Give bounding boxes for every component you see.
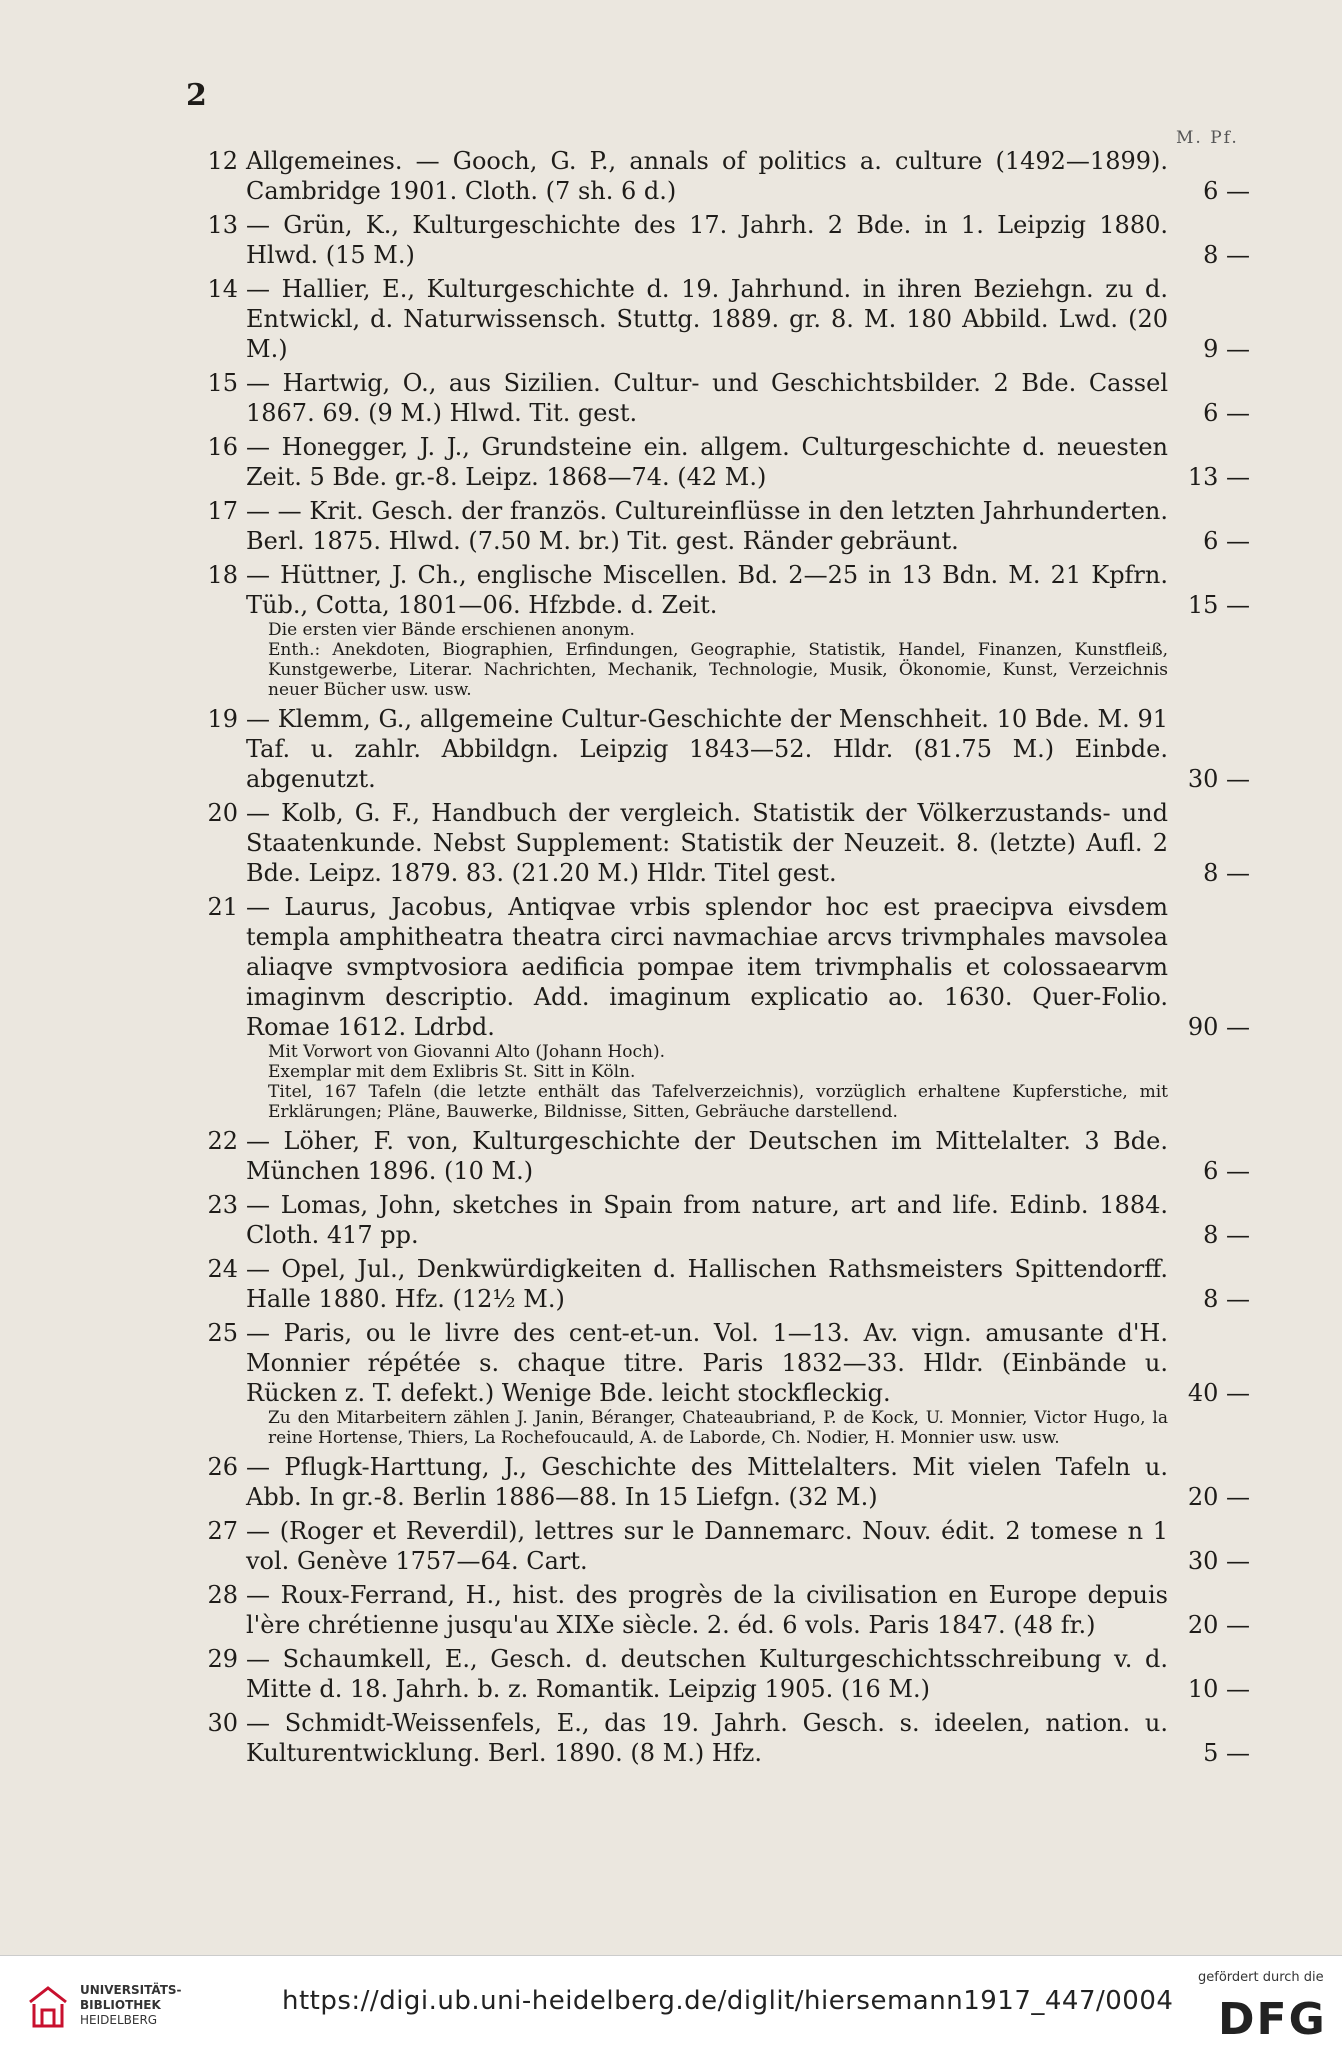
catalogue-entries bbox=[200, 146, 1260, 1772]
viewer-footer bbox=[0, 1955, 1342, 2056]
entry-price: 9 — bbox=[1203, 335, 1250, 363]
entry-note: Exemplar mit dem Exlibris St. Sitt in Köln. bbox=[268, 1062, 636, 1082]
library-name: UNIVERSITÄTS- BIBLIOTHEK HEIDELBERG bbox=[80, 1983, 182, 2027]
entry-text: — Hartwig, O., aus Sizilien. Cultur- und Geschichtsbilder. 2 Bde. Cassel 1867. 69. (9 M.) Hlwd. Tit. gest. bbox=[246, 369, 1168, 427]
entry-text: — (Roger et Reverdil), lettres sur le Dannemarc. Nouv. édit. 2 tomese n 1 vol. Genève 1757—64. Cart. bbox=[246, 1517, 1168, 1575]
entry-price: 90 — bbox=[1187, 1013, 1250, 1041]
catalogue-entry bbox=[200, 210, 1260, 270]
entry-number: 28 bbox=[207, 1581, 238, 1609]
catalogue-entry bbox=[200, 432, 1260, 492]
entry-number: 22 bbox=[207, 1127, 238, 1155]
entry-number: 20 bbox=[207, 799, 238, 827]
entry-text: — Schaumkell, E., Gesch. d. deutschen Kulturgeschichtsschreibung v. d. Mitte d. 18. Jahrh. b. z. Romantik. Leipzig 1905. (16 M.) bbox=[246, 1645, 1168, 1703]
entry-number: 13 bbox=[207, 211, 238, 239]
entry-text: — Pflugk-Harttung, J., Geschichte des Mittelalters. Mit vielen Tafeln u. Abb. In gr.-8. Berlin 1886—88. In 15 Liefgn. (32 M.) bbox=[246, 1453, 1168, 1511]
entry-text: Allgemeines. — Gooch, G. P., annals of politics a. culture (1492—1899). Cambridge 1901. Cloth. (7 sh. 6 d.) bbox=[246, 147, 1168, 205]
entry-text: — Grün, K., Kulturgeschichte des 17. Jahrh. 2 Bde. in 1. Leipzig 1880. Hlwd. (15 M.) bbox=[246, 211, 1168, 269]
entry-number: 27 bbox=[207, 1517, 238, 1545]
catalogue-entry bbox=[200, 892, 1260, 1122]
entry-text: — Löher, F. von, Kulturgeschichte der Deutschen im Mittelalter. 3 Bde. München 1896. (10 M.) bbox=[246, 1127, 1168, 1185]
entry-notes bbox=[268, 620, 1168, 700]
entry-number: 29 bbox=[207, 1645, 238, 1673]
ub-heidelberg-logo-icon bbox=[22, 1982, 72, 2034]
entry-number: 19 bbox=[207, 705, 238, 733]
catalogue-entry bbox=[200, 274, 1260, 364]
entry-number: 15 bbox=[207, 369, 238, 397]
entry-number: 21 bbox=[207, 893, 238, 921]
catalogue-entry bbox=[200, 1452, 1260, 1512]
catalogue-entry bbox=[200, 1580, 1260, 1640]
entry-note: Enth.: Anekdoten, Biographien, Erfindungen, Geographie, Statistik, Handel, Finanzen, Kunstfleiß, Kunstgewerbe, Literar. Nachrichten, Mechanik, Technologie, Musik, Ökonomie, Kunst, Verzeichnis neuer Bücher usw. usw. bbox=[268, 640, 1168, 700]
entry-price: 15 — bbox=[1187, 591, 1250, 619]
catalogue-entry bbox=[200, 146, 1260, 206]
catalogue-entry bbox=[200, 368, 1260, 428]
entry-number: 23 bbox=[207, 1191, 238, 1219]
entry-price: 10 — bbox=[1187, 1675, 1250, 1703]
entry-price: 8 — bbox=[1203, 241, 1250, 269]
entry-text: — Roux-Ferrand, H., hist. des progrès de la civilisation en Europe depuis l'ère chrétienne jusqu'au XIXe siècle. 2. éd. 6 vols. Paris 1847. (48 fr.) bbox=[246, 1581, 1168, 1639]
entry-price: 30 — bbox=[1187, 1547, 1250, 1575]
funding-note: gefördert durch die bbox=[1198, 1970, 1324, 1985]
entry-number: 14 bbox=[207, 275, 238, 303]
catalogue-entry bbox=[200, 560, 1260, 700]
dfg-logo: DFG bbox=[1218, 1994, 1327, 2045]
entry-notes bbox=[268, 1408, 1168, 1448]
entry-price: 8 — bbox=[1203, 859, 1250, 887]
catalogue-entry bbox=[200, 1318, 1260, 1448]
entry-text: — Honegger, J. J., Grundsteine ein. allgem. Culturgeschichte d. neuesten Zeit. 5 Bde. gr.-8. Leipz. 1868—74. (42 M.) bbox=[246, 433, 1168, 491]
entry-notes bbox=[268, 1042, 1168, 1122]
entry-price: 6 — bbox=[1203, 527, 1250, 555]
entry-price: 40 — bbox=[1187, 1379, 1250, 1407]
catalogue-entry bbox=[200, 1126, 1260, 1186]
permalink-url[interactable]: https://digi.ub.uni-heidelberg.de/diglit/hiersemann1917_447/0004 bbox=[282, 1986, 1174, 2016]
entry-price: 6 — bbox=[1203, 177, 1250, 205]
entry-number: 30 bbox=[207, 1709, 238, 1737]
entry-text: — Opel, Jul., Denkwürdigkeiten d. Hallischen Rathsmeisters Spittendorff. Halle 1880. Hfz. (12½ M.) bbox=[246, 1255, 1168, 1313]
entry-text: — Lomas, John, sketches in Spain from nature, art and life. Edinb. 1884. Cloth. 417 pp. bbox=[246, 1191, 1168, 1249]
entry-number: 17 bbox=[207, 497, 238, 525]
entry-number: 25 bbox=[207, 1319, 238, 1347]
entry-number: 24 bbox=[207, 1255, 238, 1283]
entry-price: 20 — bbox=[1187, 1611, 1250, 1639]
entry-text: — Laurus, Jacobus, Antiqvae vrbis splendor hoc est praecipva eivsdem templa amphitheatra theatra circi navmachiae arcvs trivmphales mavsolea aliaqve svmptvosiora aedificia pompae item trivmphalis et colossaearvm imaginvm descriptio. Add. imaginum explicatio ao. 1630. Quer-Folio. Romae 1612. Ldrbd. bbox=[246, 893, 1168, 1041]
entry-price: 6 — bbox=[1203, 399, 1250, 427]
entry-price: 5 — bbox=[1203, 1739, 1250, 1767]
entry-text: — — Krit. Gesch. der französ. Cultureinflüsse in den letzten Jahrhunderten. Berl. 1875. Hlwd. (7.50 M. br.) Tit. gest. Ränder gebräunt. bbox=[246, 497, 1168, 555]
entry-price: 6 — bbox=[1203, 1157, 1250, 1185]
entry-note: Mit Vorwort von Giovanni Alto (Johann Hoch). bbox=[268, 1042, 666, 1062]
catalogue-entry bbox=[200, 1516, 1260, 1576]
entry-number: 26 bbox=[207, 1453, 238, 1481]
entry-text: — Paris, ou le livre des cent-et-un. Vol. 1—13. Av. vign. amusante d'H. Monnier répétée s. chaque titre. Paris 1832—33. Hldr. (Einbände u. Rücken z. T. defekt.) Wenige Bde. leicht stockfleckig. bbox=[246, 1319, 1168, 1407]
entry-price: 20 — bbox=[1187, 1483, 1250, 1511]
catalogue-entry bbox=[200, 704, 1260, 794]
entry-text: — Klemm, G., allgemeine Cultur-Geschichte der Menschheit. 10 Bde. M. 91 Taf. u. zahlr. Abbildgn. Leipzig 1843—52. Hldr. (81.75 M.) Einbde. abgenutzt. bbox=[246, 705, 1168, 793]
entry-price: 13 — bbox=[1187, 463, 1250, 491]
entry-price: 8 — bbox=[1203, 1285, 1250, 1313]
entry-number: 12 bbox=[207, 147, 238, 175]
entry-text: — Schmidt-Weissenfels, E., das 19. Jahrh. Gesch. s. ideelen, nation. u. Kulturentwicklung. Berl. 1890. (8 M.) Hfz. bbox=[246, 1709, 1168, 1767]
entry-note: Zu den Mitarbeitern zählen J. Janin, Béranger, Chateaubriand, P. de Kock, U. Monnier, Victor Hugo, la reine Hortense, Thiers, La Rochefoucauld, A. de Laborde, Ch. Nodier, H. Monnier usw. usw. bbox=[268, 1408, 1168, 1448]
catalogue-entry bbox=[200, 1708, 1260, 1768]
entry-price: 30 — bbox=[1187, 765, 1250, 793]
entry-note: Die ersten vier Bände erschienen anonym. bbox=[268, 620, 635, 640]
entry-text: — Hüttner, J. Ch., englische Miscellen. Bd. 2—25 in 13 Bdn. M. 21 Kpfrn. Tüb., Cotta, 1801—06. Hfzbde. d. Zeit. bbox=[246, 561, 1168, 619]
price-column-header: M. Pf. bbox=[1176, 128, 1239, 148]
entry-text: — Kolb, G. F., Handbuch der vergleich. Statistik der Völkerzustands- und Staatenkunde. Nebst Supplement: Statistik der Neuzeit. 8. (letzte) Aufl. 2 Bde. Leipz. 1879. 83. (21.20 M.) Hldr. Titel gest. bbox=[246, 799, 1168, 887]
entry-text: — Hallier, E., Kulturgeschichte d. 19. Jahrhund. in ihren Beziehgn. zu d. Entwickl, d. Naturwissensch. Stuttg. 1889. gr. 8. M. 180 Abbild. Lwd. (20 M.) bbox=[246, 275, 1168, 363]
entry-price: 8 — bbox=[1203, 1221, 1250, 1249]
entry-note: Titel, 167 Tafeln (die letzte enthält das Tafelverzeichnis), vorzüglich erhaltene Kupferstiche, mit Erklärungen; Pläne, Bauwerke, Bildnisse, Sitten, Gebräuche darstellend. bbox=[268, 1082, 1168, 1122]
catalogue-entry bbox=[200, 798, 1260, 888]
catalogue-entry bbox=[200, 496, 1260, 556]
entry-number: 16 bbox=[207, 433, 238, 461]
catalogue-entry bbox=[200, 1254, 1260, 1314]
entry-number: 18 bbox=[207, 561, 238, 589]
page-number: 2 bbox=[186, 78, 207, 113]
catalogue-entry bbox=[200, 1644, 1260, 1704]
catalogue-entry bbox=[200, 1190, 1260, 1250]
